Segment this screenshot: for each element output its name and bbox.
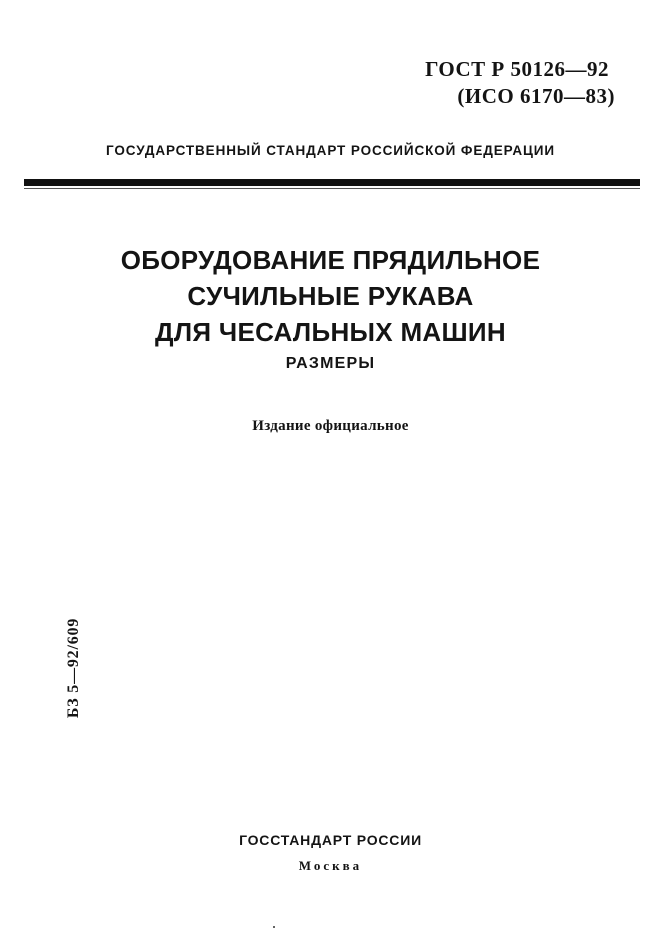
gost-number: ГОСТ Р 50126—92 (425, 57, 609, 81)
scan-speck (273, 926, 275, 928)
document-title (0, 242, 661, 350)
gost-designation (425, 56, 615, 110)
title-line-1: ОБОРУДОВАНИЕ ПРЯДИЛЬНОЕ (120, 245, 541, 275)
title-line-3: ДЛЯ ЧЕСАЛЬНЫХ МАШИН (155, 317, 506, 347)
title-line-2: СУЧИЛЬНЫЕ РУКАВА (187, 281, 474, 311)
header-divider (24, 179, 640, 186)
edition-note: Издание официальное (252, 418, 409, 434)
iso-reference: (ИСО 6170—83) (457, 84, 615, 108)
side-publication-code: БЗ 5—92/609 (65, 617, 82, 719)
document-subtitle: РАЗМЕРЫ (285, 355, 376, 372)
issuing-authority: ГОСУДАРСТВЕННЫЙ СТАНДАРТ РОССИЙСКОЙ ФЕДЕРАЦИИ (105, 143, 556, 158)
header-divider-thin (24, 188, 640, 189)
publisher: ГОССТАНДАРТ РОССИИ (239, 832, 422, 848)
publication-city: Москва (298, 858, 363, 873)
